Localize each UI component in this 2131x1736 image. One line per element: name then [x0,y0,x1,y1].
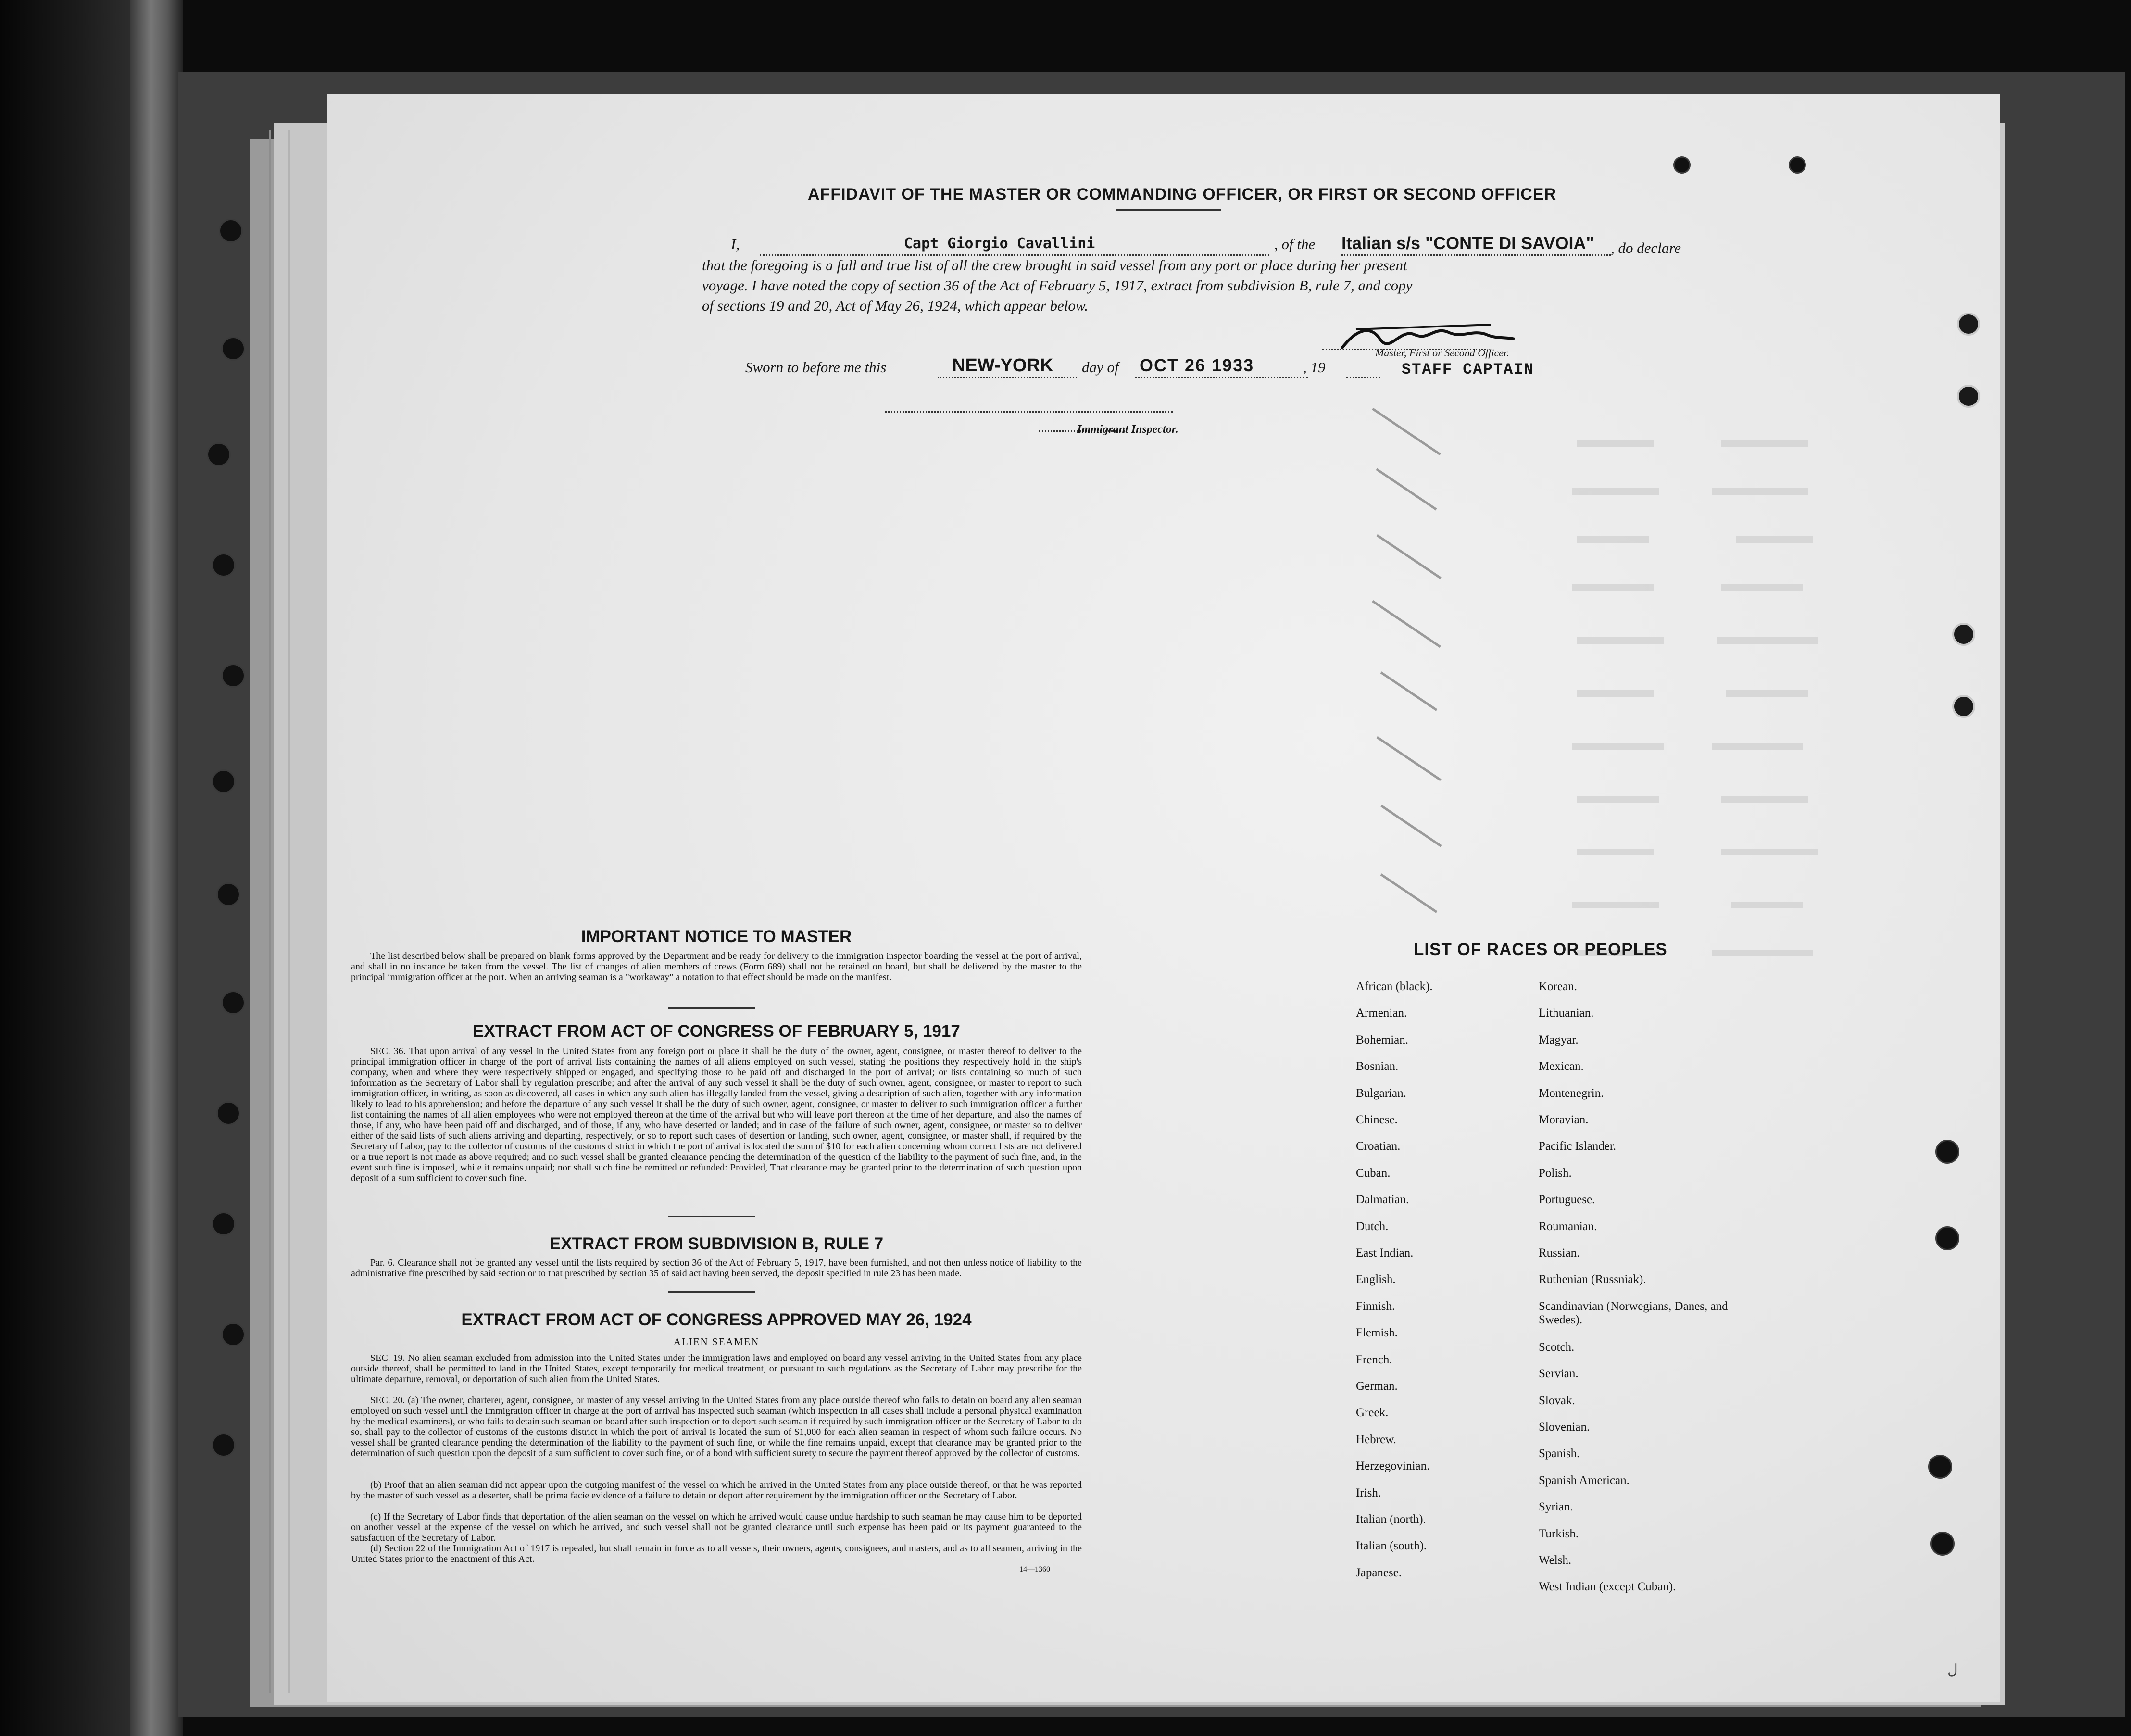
of-the-label: , of the [1274,236,1316,252]
extract-1917-title: EXTRACT FROM ACT OF CONGRESS OF FEBRUARY 5, 1917 [473,1022,960,1041]
punch-hole [212,1433,236,1457]
show-through-text [1721,584,1803,591]
race-item: Russian. [1539,1246,1580,1259]
race-item: Armenian. [1356,1006,1407,1020]
race-item: Portuguese. [1539,1193,1595,1207]
race-item: Montenegrin. [1539,1086,1604,1100]
race-item: Slovenian. [1539,1421,1590,1434]
section-rule [668,1007,755,1009]
punch-hole [212,769,236,793]
punch-hole [221,991,245,1015]
show-through-text [1577,690,1654,697]
vessel-field [1341,234,1611,256]
race-item: West Indian (except Cuban). [1539,1580,1676,1594]
rule-7-text: Par. 6. Clearance shall not be granted any vessel until the lists required by section 36 of the Act of February 5, 1917, have been furnished, and not then unless notice of liability to the administrative fine prescribed by said section or to that prescribed by section 35 of said act having been served, the deposit specified in rule 23 has been made. [351,1258,1082,1279]
race-item: Korean. [1539,980,1577,993]
race-item: Greek. [1356,1406,1389,1420]
show-through-text [1577,849,1654,855]
race-item: Flemish. [1356,1326,1398,1340]
rule-7-title: EXTRACT FROM SUBDIVISION B, RULE 7 [549,1234,884,1253]
signature-caption: Master, First or Second Officer. [1375,347,1509,359]
extract-1917-text: SEC. 36. That upon arrival of any vessel in the United States from any foreign port or place it shall be the duty of the owner, agent, consignee, or master thereof to deliver to the principal immigration officer in charge of the port of arrival lists containing the names of all aliens employed on such vessel, stating the positions they respectively hold in the ship's company, when and where they were respectively shipped or engaged, and specifying those to be paid off and discharged in the port of arrival; or lists containing so much of such information as the Secretary of Labor shall by regulation prescribe; and after the arrival of any such vessel it shall be the duty of such owner, agent, consignee, or master to report to such immigration officer, in writing, as soon as discovered, all cases in which any such alien has illegally landed from the vessel, giving a description of such alien, together with any information likely to lead to his apprehension; and before the departure of any such vessel it shall be the duty of such owner, agent, consignee, or master to deliver to such immigration officer a further list containing the names of all alien employees who were not employed thereon at the time of the arrival but who will leave port thereon at the time of her departure, and also the names of those, if any, who have been paid off and discharged, and of those, if any, who have deserted or landed; and in case of the failure of such owner, agent, consignee, or master so to deliver either of the said lists of such aliens arriving and departing, respectively, or so to report such cases of desertion or landing, such owner, agent, consignee, or master shall, if required by the Secretary of Labor, pay to the collector of customs of the customs district in which the port of arrival is located the sum of $10 for each alien concerning whom correct lists are not delivered or a true report is not made as above required; and no such vessel shall be granted clearance pending the determination of the question of the liability to the payment of such fine, and, in the event such fine is imposed, while it remains unpaid; nor shall such fine be remitted or refunded: Provided, That clearance may be granted prior to the determination of such question upon deposit of a sum sufficient to cover such fine. [351,1046,1082,1183]
race-item: Croatian. [1356,1140,1401,1153]
show-through-stroke [1376,534,1441,579]
sec-19-text: SEC. 19. No alien seaman excluded from admission into the United States under the immigration laws and employed on board any vessel arriving in the United States from any place outside thereof, shall be permitted to land in the United States, except temporarily for medical treatment, or pursuant to such regulations as the Secretary of Labor may prescribe for the ultimate departure, removal, or deportation of such alien from the United States. [351,1353,1082,1384]
race-item: Irish. [1356,1486,1381,1499]
officer-name: Capt Giorgio Cavallini [904,235,1095,252]
race-item: Scandinavian (Norwegians, Danes, and Swedes). [1539,1299,1728,1326]
race-item: Italian (south). [1356,1539,1427,1553]
show-through-stroke [1372,408,1441,455]
show-through-stroke [1380,805,1442,847]
punch-hole [1673,156,1691,174]
race-item: East Indian. [1356,1246,1414,1259]
show-through-stroke [1376,736,1441,781]
show-through-text [1577,440,1654,447]
section-rule [668,1216,755,1217]
punch-hole [221,664,245,688]
race-item: Spanish. [1539,1447,1580,1460]
race-item: Magyar. [1539,1033,1579,1046]
sec-20d-text: (d) Section 22 of the Immigration Act of 1917 is repealed, but shall remain in force as to all vessels, their owners, agents, consignees, and masters, and as to all seamen, arriving in the United States prior to the enactment of this Act. [351,1543,1082,1564]
show-through-stroke [1380,873,1438,913]
form-number: 14—1360 [1019,1565,1050,1573]
show-through-text [1572,902,1659,908]
inspector-signature-line [885,411,1173,413]
show-through-stroke [1376,468,1437,510]
punch-hole [212,1212,236,1236]
day-of-label: day of [1082,359,1119,376]
race-item: Bohemian. [1356,1033,1409,1046]
race-item: Bulgarian. [1356,1086,1406,1100]
race-item: Servian. [1539,1367,1579,1381]
sworn-date: OCT 26 1933 [1140,355,1254,375]
race-item: German. [1356,1380,1398,1393]
punch-hole [221,1322,245,1346]
intro-i: I, [731,236,740,252]
race-item: Scotch. [1539,1340,1575,1354]
affidavit-line-2: that the foregoing is a full and true list of all the crew brought in said vessel from any port or place during her present [702,257,1407,274]
show-through-text [1572,584,1654,591]
race-item: Slovak. [1539,1394,1575,1407]
punch-hole [216,1101,240,1125]
race-item: Pacific Islander. [1539,1140,1617,1153]
show-through-text [1572,488,1659,495]
margin-rule [269,130,271,1693]
punch-hole [1957,313,1980,336]
race-item: Chinese. [1356,1113,1398,1126]
sworn-prefix: Sworn to before me this [745,359,887,376]
race-item: Moravian. [1539,1113,1589,1126]
officer-name-field [760,234,1269,256]
section-rule [668,1291,755,1293]
punch-hole [1789,156,1806,174]
sworn-place: NEW-YORK [952,355,1053,376]
race-item: Spanish American. [1539,1473,1630,1487]
year-label: , 19 [1303,359,1326,376]
race-item: Japanese. [1356,1566,1402,1579]
race-item: Mexican. [1539,1060,1584,1073]
race-item: Welsh. [1539,1554,1572,1567]
race-item: Turkish. [1539,1527,1579,1540]
race-item: Lithuanian. [1539,1006,1594,1020]
binder-edge [130,0,183,1736]
race-item: Bosnian. [1356,1060,1399,1073]
alien-seamen-subtitle: ALIEN SEAMEN [673,1336,760,1347]
punch-hole [207,442,231,466]
show-through-text [1736,536,1813,543]
margin-rule [288,130,290,1693]
show-through-text [1721,440,1808,447]
punch-hole [1952,695,1975,718]
signer-title: STAFF CAPTAIN [1402,361,1534,378]
punch-hole [1952,623,1975,646]
punch-hole [1928,1455,1952,1479]
race-item: French. [1356,1353,1392,1366]
sec-20c-text: (c) If the Secretary of Labor finds that deportation of the alien seaman on the vessel on which he arrived would cause undue hardship to such seaman he may cause him to be deported on another vessel at the expense of the vessel on which he arrived, and such vessel shall not be granted clearance until such expense has been paid or its payment guaranteed to the satisfaction of the Secretary of Labor. [351,1511,1082,1543]
corner-mark: ل [1947,1662,1958,1678]
inspector-caption: Immigrant Inspector. [1077,423,1178,436]
show-through-text [1577,796,1659,803]
punch-hole [216,882,240,906]
race-item: Dutch. [1356,1220,1389,1233]
punch-hole [219,219,243,243]
race-item: Italian (north). [1356,1513,1426,1526]
punch-hole [1935,1226,1959,1250]
show-through-stroke [1372,600,1441,648]
affidavit-title: AFFIDAVIT OF THE MASTER OR COMMANDING OFFICER, OR FIRST OR SECOND OFFICER [808,185,1556,203]
year-field [1346,357,1380,378]
notice-title: IMPORTANT NOTICE TO MASTER [581,927,852,946]
race-item: Polish. [1539,1166,1572,1180]
race-item: African (black). [1356,980,1433,993]
show-through-text [1577,536,1649,543]
show-through-text [1577,637,1664,644]
affidavit-line-3: voyage. I have noted the copy of section 36 of the Act of February 5, 1917, extract from subdivision B, rule 7, and copy [702,277,1413,294]
show-through-text [1712,950,1813,956]
show-through-stroke [1380,671,1438,711]
punch-hole [221,337,245,361]
extract-1924-title: EXTRACT FROM ACT OF CONGRESS APPROVED MAY 26, 1924 [461,1310,972,1329]
punch-hole [1957,385,1980,408]
show-through-text [1572,743,1664,750]
race-item: Herzegovinian. [1356,1459,1430,1473]
notice-text: The list described below shall be prepared on blank forms approved by the Department and be ready for delivery to the immigration inspector boarding the vessel at the port of arrival, and shall in no instance be taken from the vessel. The list of changes of alien members of crews (Form 689) shall not be retained on board, but shall be delivered by the master to the principal immigration officer at the port. When an arriving seaman is a "workaway" a notation to that effect should be made on the manifest. [351,951,1082,982]
punch-hole [1935,1140,1959,1164]
races-title: LIST OF RACES OR PEOPLES [1414,940,1667,959]
show-through-text [1726,690,1808,697]
title-rule [1116,209,1221,211]
manifest-page [327,94,2000,1702]
show-through-text [1717,637,1818,644]
race-item: Syrian. [1539,1500,1573,1514]
race-item: Roumanian. [1539,1220,1597,1233]
race-item: Dalmatian. [1356,1193,1409,1207]
sec-20a-text: SEC. 20. (a) The owner, charterer, agent, consignee, or master of any vessel arriving in the United States from any place outside thereof who fails to detain on board any alien seaman employed on such vessel until the immigration officer in charge at the port of arrival has inspected such seaman (which inspection in all cases shall include a personal physical examination by the medical examiners), or who fails to detain such seaman on board after such inspection or to deport such seaman if required by such immigration officer or the Secretary of Labor to do so, shall pay to the collector of customs of the customs district in which the port of arrival is located the sum of $1,000 for each alien seaman in respect of whom such failure occurs. No vessel shall be granted clearance pending the determination of the liability to the payment of such fine, or while the fine remains unpaid, except that clearance may be granted prior to the determination of such question upon the deposit of a sum sufficient to cover such fine, or of a bond with sufficient surety to secure the payment thereof approved by the collector of customs. [351,1395,1082,1459]
show-through-text [1721,796,1808,803]
punch-hole [212,553,236,577]
sec-20b-text: (b) Proof that an alien seaman did not appear upon the outgoing manifest of the vessel on which he arrived in the United States from any place outside thereof, or that he was reported by the master of such vessel as a deserter, shall be prima facie evidence of a failure to detain or deport after requirement by the immigration officer or the Secretary of Labor. [351,1480,1082,1501]
race-item: Finnish. [1356,1299,1395,1313]
sworn-date-field [1135,357,1308,378]
show-through-text [1731,902,1803,908]
sworn-place-field [938,357,1077,378]
declare-label: , do declare [1611,239,1681,256]
race-item: Ruthenian (Russniak). [1539,1273,1646,1286]
show-through-text [1712,743,1803,750]
race-item: Cuban. [1356,1166,1391,1180]
show-through-text [1721,849,1818,855]
race-item: English. [1356,1273,1396,1286]
vessel-name: Italian s/s "CONTE DI SAVOIA" [1341,233,1594,253]
punch-hole [1930,1532,1955,1556]
affidavit-line-4: of sections 19 and 20, Act of May 26, 1924, which appear below. [702,297,1089,314]
race-item: Hebrew. [1356,1433,1396,1446]
show-through-text [1712,488,1808,495]
